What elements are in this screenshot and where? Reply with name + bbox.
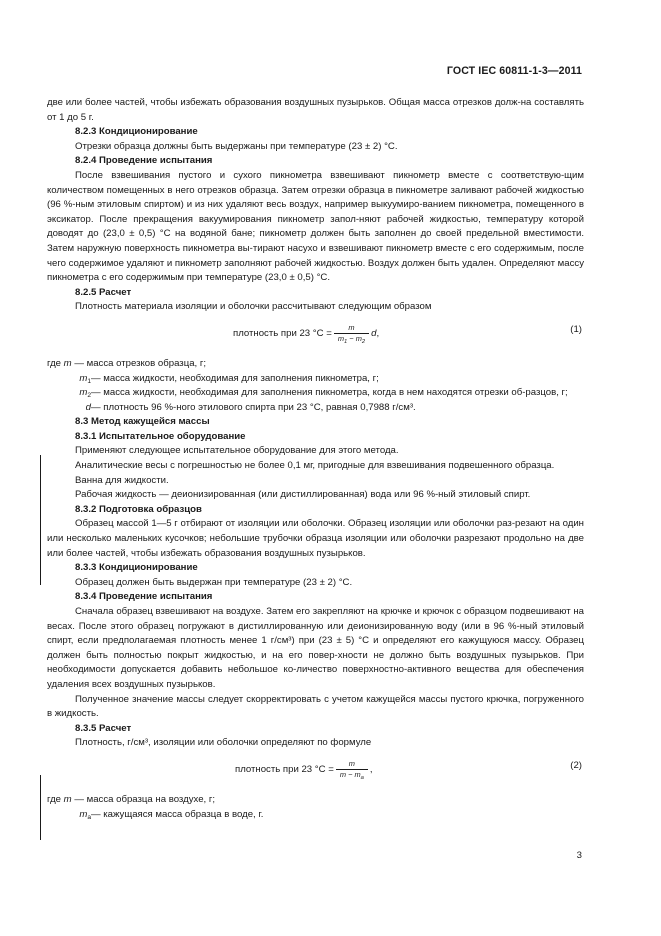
text-run: 8.3.2 Подготовка образцов — [75, 503, 202, 515]
where-1-d — [47, 401, 584, 416]
text-run: , — [376, 327, 380, 339]
document-header-title: ГОСТ IEC 60811-1-3—2011 — [446, 65, 582, 77]
text-run: Применяют следующее испытательное оборудование для этого метода. — [75, 445, 399, 457]
fraction-denominator — [336, 769, 368, 780]
para-8-3-3-conditioning — [47, 576, 584, 591]
heading-8-2-4 — [47, 154, 584, 169]
text-run: 8.2.3 Кондиционирование — [75, 126, 198, 138]
text-run: 8.3.5 Расчет — [75, 722, 132, 734]
math-symbol: m — [63, 793, 72, 805]
para-8-3-1-intro — [47, 444, 584, 459]
where-term — [61, 808, 91, 823]
subscript: 1 — [344, 339, 348, 346]
subscript: 2 — [361, 339, 366, 346]
text-run: Плотность, г/см³, изоляции или оболочки определяют по формуле — [75, 737, 372, 749]
document-body — [47, 96, 584, 822]
where-2-ma — [47, 808, 584, 823]
text-run: где — [47, 357, 64, 369]
text-run: где — [47, 793, 64, 805]
where-1-m — [47, 357, 584, 372]
math-symbol: m — [339, 770, 347, 780]
formula-1 — [47, 319, 584, 351]
text-run: 8.3.1 Испытательное оборудование — [75, 430, 246, 442]
formula-expression — [235, 755, 373, 785]
para-8-3-1-liquid — [47, 488, 584, 503]
text-run: две или более частей, чтобы избежать образования воздушных пузырьков. Общая масса отрезков долж-на составлять от 1 до 5 г. — [47, 97, 584, 123]
text-run: — масса образца на воздухе, г; — [71, 793, 216, 805]
text-run: — плотность 96 %-ного этилового спирта при 23 °С, равная 0,7988 г/см³. — [91, 401, 416, 413]
math-symbol: m — [63, 357, 72, 369]
heading-8-3-5 — [47, 722, 584, 737]
para-continued-sample-cut — [47, 96, 584, 125]
math-symbol: m — [354, 770, 361, 780]
math-symbol: m — [79, 372, 88, 384]
fraction-numerator — [344, 323, 358, 333]
text-run: Образец должен быть выдержан при температуре (23 ± 2) °С. — [75, 576, 353, 588]
heading-8-3-3 — [47, 561, 584, 576]
where-1-m2 — [47, 386, 584, 401]
math-symbol: d — [371, 327, 377, 339]
math-symbol: m — [348, 759, 355, 769]
formula-lhs: плотность при 23 °С = — [233, 327, 332, 339]
subscript: a — [360, 775, 364, 782]
para-8-2-3-conditioning — [47, 140, 584, 155]
math-symbol: m — [348, 323, 355, 333]
math-symbol: m — [79, 387, 88, 399]
heading-8-2-5 — [47, 286, 584, 301]
fraction-numerator — [345, 759, 359, 769]
where-term — [61, 401, 91, 416]
where-term — [61, 386, 91, 401]
formula-expression — [233, 319, 379, 349]
where-1-m1 — [47, 372, 584, 387]
fraction — [336, 759, 368, 780]
heading-8-3 — [47, 415, 584, 430]
page-number: 3 — [576, 850, 582, 861]
text-run: 8.3.4 Проведение испытания — [75, 591, 213, 603]
formula-tail — [371, 327, 379, 342]
math-symbol: m — [355, 334, 362, 344]
subscript: 2 — [87, 392, 91, 400]
heading-8-3-4 — [47, 590, 584, 605]
subscript: a — [87, 813, 91, 821]
equation-number: (1) — [570, 323, 582, 335]
para-8-3-1-balance — [47, 459, 584, 474]
math-symbol: m — [337, 334, 345, 344]
text-run: — масса отрезков образца, г; — [71, 357, 207, 369]
text-run: — масса жидкости, необходимая для заполнения пикнометра, г; — [91, 372, 379, 384]
equation-number: (2) — [570, 759, 582, 771]
text-run: , — [369, 763, 373, 775]
text-run: Полученное значение массы следует скорректировать с учетом кажущейся массы пустого крючка, погруженного в жидкость. — [47, 693, 584, 720]
text-run: — масса жидкости, необходимая для заполнения пикнометра, когда в нем находятся отрезки об-разцов, г; — [91, 387, 568, 399]
text-run: 8.2.4 Проведение испытания — [75, 155, 213, 167]
para-8-3-4-procedure — [47, 605, 584, 693]
change-bar-lower — [40, 775, 41, 840]
text-run: — кажущаяся масса образца в воде, г. — [91, 808, 264, 820]
subscript: 1 — [87, 377, 91, 385]
text-run: Аналитические весы с погрешностью не более 0,1 мг, пригодные для взвешивания подвешенного образца. — [75, 460, 555, 472]
fraction-denominator — [334, 333, 369, 344]
text-run: Плотность материала изоляции и оболочки рассчитывают следующим образом — [75, 301, 432, 313]
text-run: Образец массой 1—5 г отбирают от изоляции или оболочки. Образец изоляции или оболочки раз-резают на один или несколько маленьких кусочков; небольшие трубочки образца изоляции или оболочки разрезают продольно на две или более частей, чтобы избежать образования воздушных пузырьков. — [47, 518, 584, 559]
text-run: Рабочая жидкость — деионизированная (или дистиллированная) вода или 96 %-ный этиловый спирт. — [75, 489, 531, 501]
text-run: 8.3.3 Кондиционирование — [75, 562, 198, 574]
para-8-3-1-bath — [47, 474, 584, 489]
text-run: Отрезки образца должны быть выдержаны при температуре (23 ± 2) °С. — [75, 140, 398, 152]
formula-2 — [47, 755, 584, 787]
where-2-m — [47, 793, 584, 808]
heading-8-3-1 — [47, 430, 584, 445]
text-run: 8.3 Метод кажущейся массы — [75, 416, 210, 428]
math-symbol: d — [85, 401, 91, 413]
para-8-3-2-samples — [47, 517, 584, 561]
formula-tail — [370, 763, 373, 778]
para-8-2-5-calculation — [47, 300, 584, 315]
where-term — [61, 372, 91, 387]
text-run: После взвешивания пустого и сухого пикнометра взвешивают пикнометр вместе с соответствую-щим количеством помещенных в него отрезков образца. Затем отрезки образца в пикнометре заливают рабочей жидкостью (96 %-ным этиловым спиртом) и из них удаляют весь воздух, например выкуумиро-ванием пикнометра, помещенного в эксикатор. После прекращения вакуумирования пикнометр запол-няют рабочей жидкостью, температуру которой доводят до (23,0 ± 0,5) °С на водяной бане; пикнометр должен быть заполнен до своей предельной вместимости. Затем наружную поверхность пикнометра вы-тирают насухо и взвешивают пикнометр вместе с его содержимым, после чего содержимое удаляют и пикнометр заполняют рабочей жидкостью. Воздух должен быть удален. Определяют массу пикнометра с его содержимым при температуре (23,0 ± 0,5) °С. — [47, 169, 584, 284]
para-8-2-4-test-procedure — [47, 169, 584, 286]
text-run: Сначала образец взвешивают на воздухе. Затем его закрепляют на крючке и крючок с образцом подвешивают на весах. После этого образец погружают в дистиллированную или деионизированную воду (или в 96 %-ный этиловый спирт, если предполагаемая плотность менее 1 г/см³) при (23 ± 5) °С и определяют его кажущуюся массу. Образец должен быть полностью покрыт жидкостью, и на его повер-хности не должно быть воздушных пузырьков. При необходимости допускается добавить небольшое ко-личество поверхностно-активного вещества для обеспечения удаления всех воздушных пузырьков. — [47, 606, 584, 690]
heading-8-3-2 — [47, 503, 584, 518]
text-run: 8.2.5 Расчет — [75, 286, 132, 298]
math-symbol: m — [79, 808, 88, 820]
para-8-3-5-calculation — [47, 736, 584, 751]
change-bar-upper — [40, 455, 41, 585]
text-run: Ванна для жидкости. — [75, 474, 169, 486]
formula-lhs: плотность при 23 °С = — [235, 763, 334, 775]
text-run: − — [346, 770, 355, 780]
heading-8-2-3 — [47, 125, 584, 140]
text-run: − — [347, 334, 356, 344]
fraction — [334, 323, 369, 344]
para-8-3-4-correction — [47, 693, 584, 722]
